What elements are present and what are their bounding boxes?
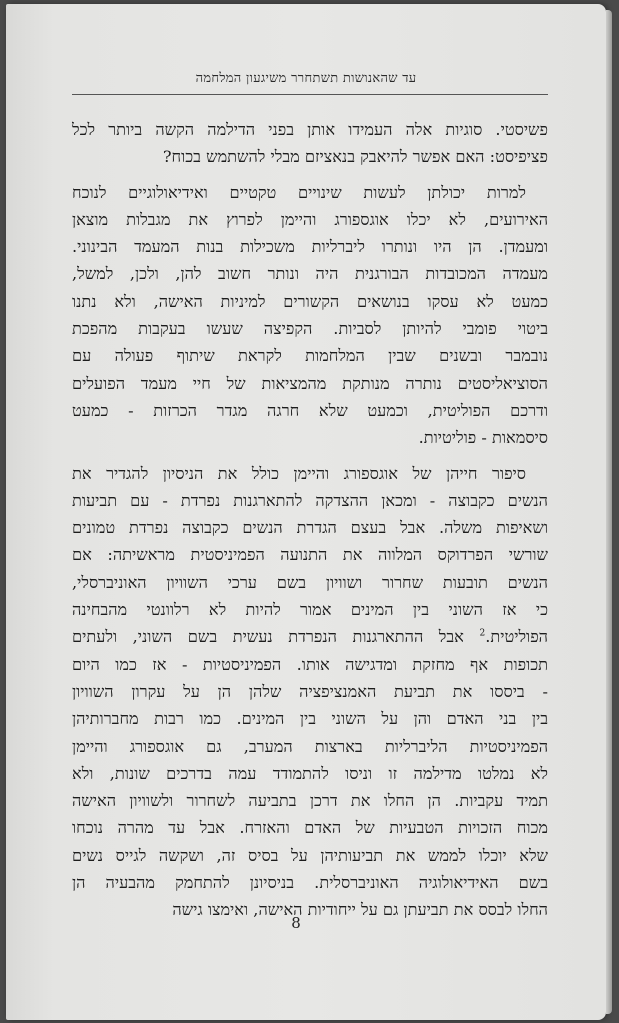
text-line: סיסמאות - פוליטיות. (418, 428, 548, 448)
text-line: ודרכם הפוליטית, וכמעט שלא חרגה מגדר הכרזות - כמעט (72, 400, 548, 420)
text-line: כמעט לא עסקו בנושאים הקשורים למיניות האישה, ולא נתנו (72, 291, 548, 311)
text-line: סיפור חייהן של אוגספורג והיימן כולל את הניסיון להגדיר את (72, 463, 526, 483)
text-line: כי אז השוני בין המינים אמור להיות לא רלוונטי מהבחינה (72, 600, 548, 620)
text-line: בשם האידיאולוגיה האוניברסלית. בניסיונן להתחמק מהבעיה הן (72, 873, 548, 893)
book-page (6, 4, 606, 1020)
text-line: הסוציאליסטים נותרה מנותקת מהמציאות של חיי מעמד הפועלים (72, 373, 548, 393)
text-line: בין בני האדם והן על השוני בין המינים. כמו רבות מחברותיהן (72, 709, 548, 729)
paragraph (72, 460, 548, 924)
text-line: הפוליטית.$^2$ אבל ההתארגנות הנפרדת נעשית בשם השוני, ולעתים (72, 627, 548, 647)
paragraph-gap (72, 171, 548, 179)
text-line: ביטוי פומבי להיותן לסביות. הקפיצה שעשו בעקבות מהפכת (72, 319, 548, 339)
text-line: לא נמלטו מדילמה זו וניסו להתמודד עמה בדרכים שונות, ולא (72, 763, 548, 783)
text-line: שלא יוכלו לממש את תביעותיהן על בסיס זה, ושקשה לגייס נשים (72, 845, 548, 865)
text-line: שורשי הפרדוקס המלווה את התנועה הפמיניסטית מראשיתה: אם (72, 545, 548, 565)
text-line: החלו לבסס את תביעתן גם על ייחודיות האישה, ואימצו גישה (172, 900, 548, 920)
text-line: ושאיפות משלה. אבל בעצם הגדרת הנשים כקבוצה נפרדת טמונים (72, 518, 548, 538)
page-edge (606, 10, 612, 1014)
text-line: הפמיניסטיות הליברליות בארצות המערב, גם אוגספורג והיימן (72, 736, 548, 756)
text-line: הנשים כקבוצה - ומכאן ההצדקה להתארגנות נפרדת - עם תביעות (72, 490, 548, 510)
text-line: תמיד עקביות. הן החלו את דרכן בתביעה לשחרור ולשוויון האישה (72, 791, 548, 811)
text-line: תכופות אף מחזקת ומדגישה אותו. הפמיניסטיות - אז כמו היום (72, 654, 548, 674)
text-line: למרות יכולתן לעשות שינויים טקטיים ואידיאולוגיים לנוכח (72, 182, 526, 202)
text-line: הנשים תובעות שחרור ושוויון בשם ערכי השוויון האוניברסלי, (72, 572, 548, 592)
paragraph-gap (72, 452, 548, 460)
header-rule (72, 94, 548, 95)
text-line: נובמבר ובשנים שבין המלחמות לקראת שיתוף פעולה עם (72, 346, 548, 366)
text-line: פציפיסט: האם אפשר להיאבק בנאציזם מבלי להשתמש בכוח? (162, 147, 548, 167)
text-line: פשיסטי. סוגיות אלה העמידו אותן בפני הדילמה הקשה ביותר לכל (72, 120, 548, 139)
paragraph (72, 179, 548, 452)
text-line: מכוח הזכויות הטבעיות של האדם והאזרח. אבל עד מהרה נוכחו (72, 818, 548, 838)
text-line: - ביססו את תביעת האמנציפציה שלהן הן על עקרון השוויון (72, 681, 548, 701)
running-head: עד שהאנושות תשתחרר משיגעון המלחמה (195, 71, 417, 86)
text-line: האירועים, לא יכלו אוגספורג והיימן לפרוץ את מגבלות מוצאן (72, 209, 548, 229)
body-text (72, 116, 548, 924)
text-line: מעמדה המכובדות הבורגנית היה ונותר חשוב להן, ולכן, למשל, (72, 264, 548, 284)
paragraph (72, 116, 548, 171)
text-line: ומעמדן. הן היו ונותרו ליברליות משכילות בנות המעמד הבינוני. (72, 237, 548, 257)
page-number: 8 (291, 914, 301, 932)
footnote-marker[interactable]: 2 (479, 628, 486, 639)
